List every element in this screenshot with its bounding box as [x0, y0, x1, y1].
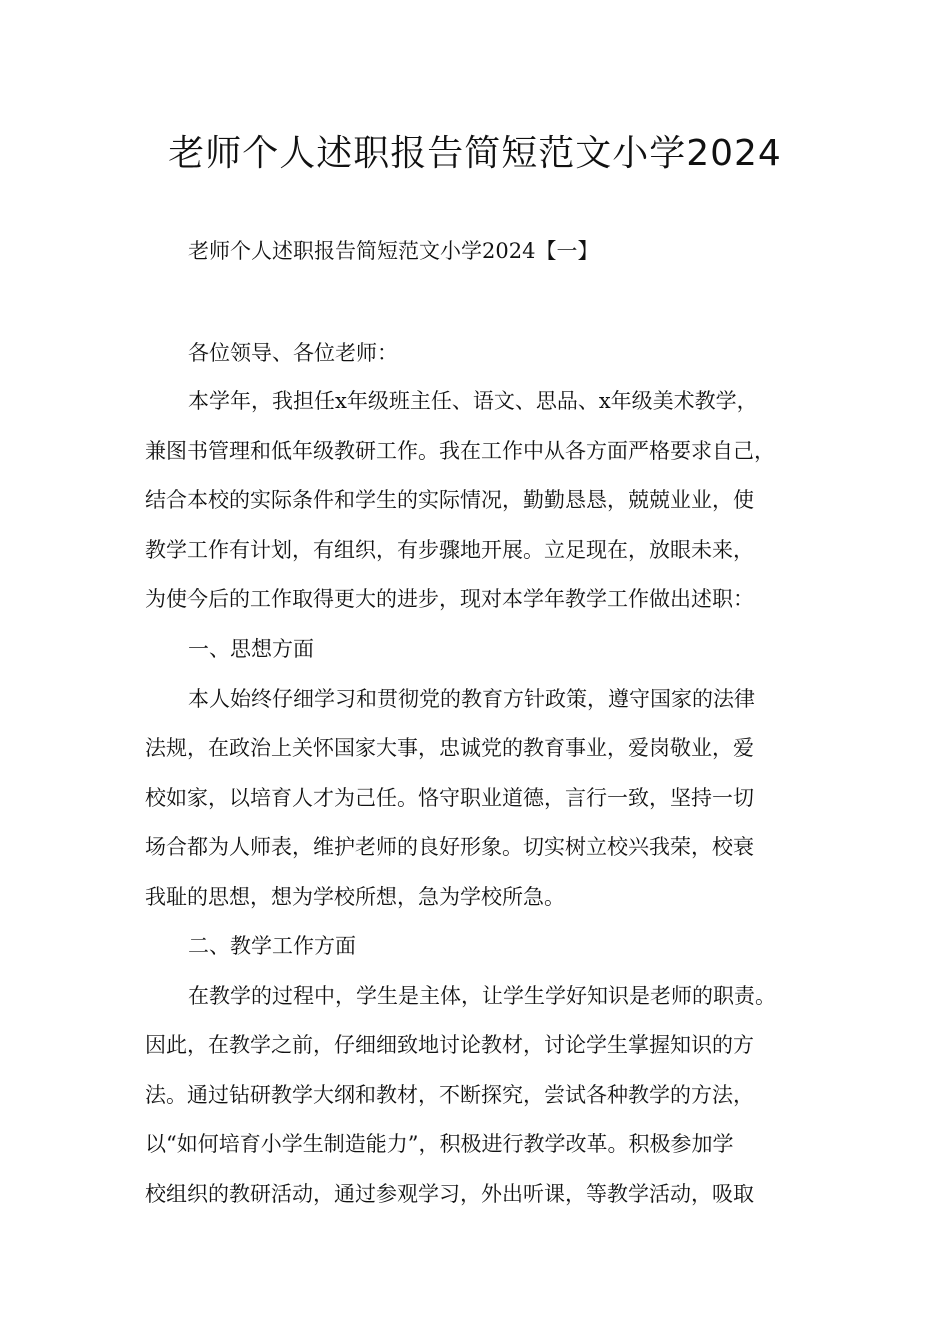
body-line: 法。通过钻研教学大纲和教材，不断探究，尝试各种教学的方法， — [145, 1083, 754, 1107]
body-line: 本学年，我担任x年级班主任、语文、思品、x年级美术教学， — [188, 389, 758, 413]
body-line: 场合都为人师表，维护老师的良好形象。切实树立校兴我荣，校衰 — [145, 835, 754, 859]
greeting: 各位领导、各位老师： — [188, 341, 398, 365]
body-line: 结合本校的实际条件和学生的实际情况，勤勤恳恳，兢兢业业，使 — [145, 488, 754, 512]
body-line: 本人始终仔细学习和贯彻党的教育方针政策，遵守国家的法律 — [188, 687, 755, 711]
document-title: 老师个人述职报告简短范文小学2024 — [168, 133, 782, 174]
section-heading: 一、思想方面 — [188, 637, 314, 661]
body-line: 我耻的思想，想为学校所想，急为学校所急。 — [145, 885, 565, 909]
body-line: 在教学的过程中，学生是主体，让学生学好知识是老师的职责。 — [188, 984, 776, 1008]
body-line: 校组织的教研活动，通过参观学习，外出听课，等教学活动，吸取 — [145, 1182, 754, 1206]
body-line: 为使今后的工作取得更大的进步，现对本学年教学工作做出述职： — [145, 587, 754, 611]
section-subtitle: 老师个人述职报告简短范文小学2024【一】 — [188, 239, 599, 263]
body-line: 因此，在教学之前，仔细细致地讨论教材，讨论学生掌握知识的方 — [145, 1033, 754, 1057]
body-line: 法规，在政治上关怀国家大事，忠诚党的教育事业，爱岗敬业，爱 — [145, 736, 754, 760]
section-heading: 二、教学工作方面 — [188, 934, 356, 958]
body-line: 教学工作有计划，有组织，有步骤地开展。立足现在，放眼未来， — [145, 538, 754, 562]
body-line: 兼图书管理和低年级教研工作。我在工作中从各方面严格要求自己， — [145, 439, 775, 463]
body-line: 校如家，以培育人才为己任。恪守职业道德，言行一致，坚持一切 — [145, 786, 754, 810]
body-line: 以“如何培育小学生制造能力”，积极进行教学改革。积极参加学 — [145, 1132, 734, 1156]
